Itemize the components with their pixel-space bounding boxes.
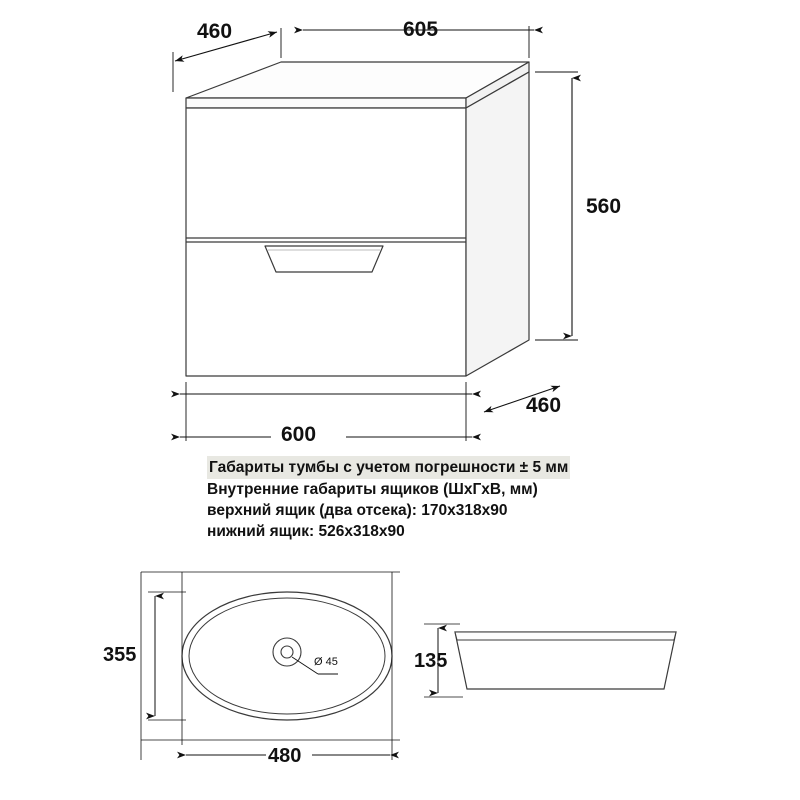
dim-cabinet-depth-right: 460 <box>526 394 562 417</box>
basin-side-view <box>455 632 676 689</box>
dim-cabinet-depth-top: 460 <box>197 20 233 43</box>
dim-basin-drain-diameter: Ø 45 <box>314 656 338 668</box>
dim-cabinet-height: 560 <box>586 195 622 218</box>
dim-basin-side-height: 135 <box>414 650 448 672</box>
spec-line-inner-header: Внутренние габариты ящиков (ШхГхВ, мм) <box>207 481 538 498</box>
specifications-block <box>207 456 627 542</box>
spec-line-upper-drawer: верхний ящик (два отсека): 170х318х90 <box>207 502 508 519</box>
spec-line-lower-drawer: нижний ящик: 526х318х90 <box>207 523 405 540</box>
dim-basin-depth: 355 <box>103 644 137 666</box>
dim-cabinet-width-bottom: 600 <box>281 423 317 446</box>
cabinet-illustration <box>186 62 529 376</box>
basin-top-view <box>182 592 392 720</box>
dim-cabinet-width-top: 605 <box>403 18 439 41</box>
dim-basin-width: 480 <box>268 745 302 767</box>
spec-line-tolerance: Габариты тумбы с учетом погрешности ± 5 мм <box>207 456 627 479</box>
